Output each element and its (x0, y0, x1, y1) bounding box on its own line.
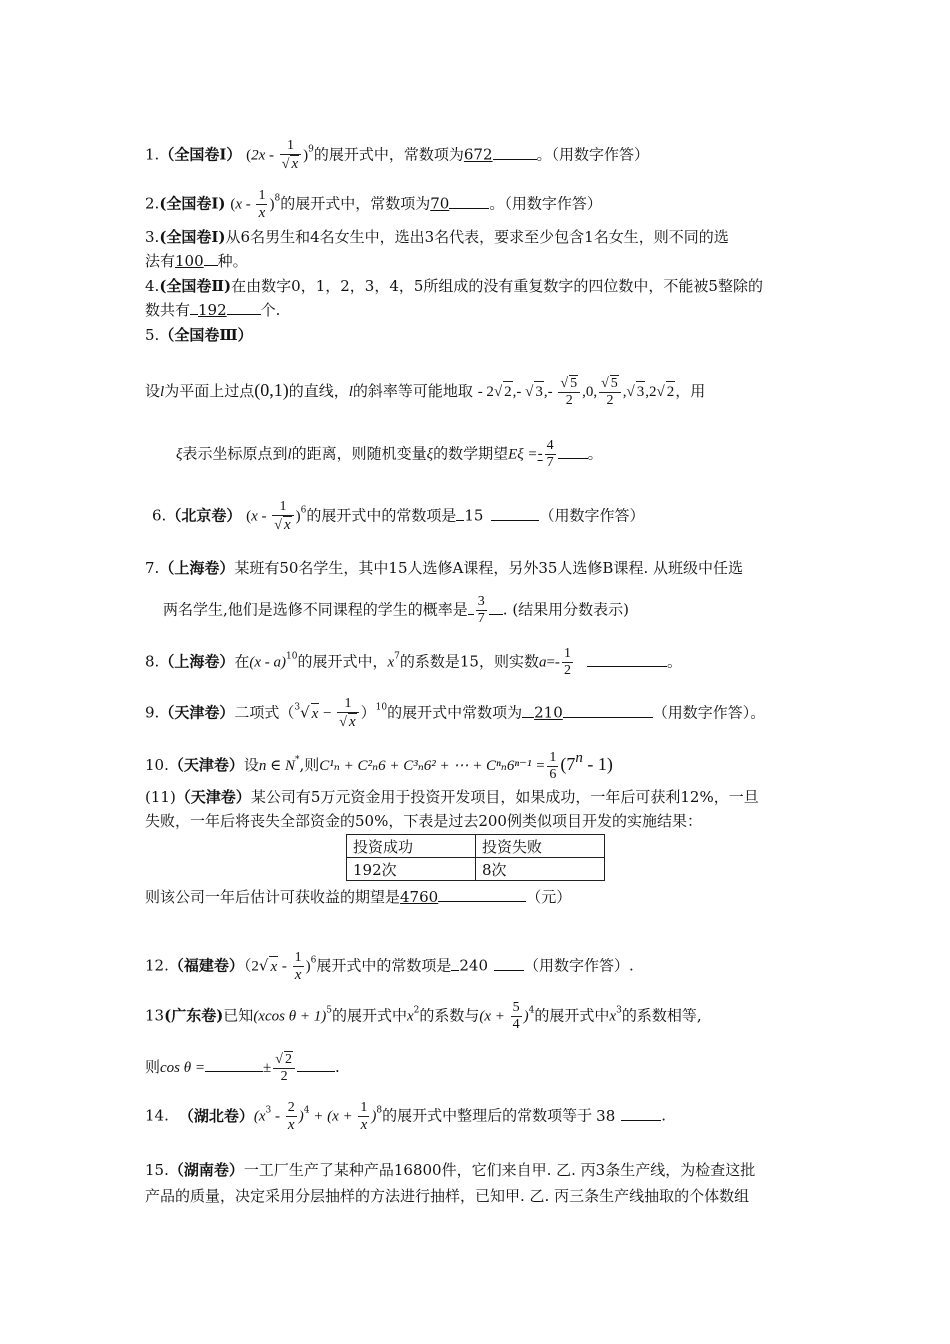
problem-3-cont: 法有100 种。 (145, 252, 248, 270)
problem-4-cont: 数共有 192 个. (145, 301, 281, 319)
problem-10: 10.（天津卷）设n ∈ N*,则C¹ₙ + C²ₙ6 + C³ₙ6² + ⋯ + Cⁿₙ6ⁿ⁻¹ = $\frac{1}{6}$ (7$^n$ - 1) (145, 749, 613, 782)
problem-4: 4.(全国卷Ⅱ)在由数字0，1，2，3，4，5所组成的没有重复数字的四位数中，不能被5整除的 (145, 277, 763, 295)
problem-12: 12.（福建卷）（2√ x - $\frac{1}{x}$ )$^6$展开式中的常数项是 240 （用数字作答）. (145, 950, 634, 983)
problem-3: 3.(全国卷Ⅰ)从6名男生和4名女生中，选出3名代表，要求至少包含1名女生，则不同的选 (145, 228, 729, 246)
problem-15-cont: 产品的质量，决定采用分层抽样的方法进行抽样，已知甲. 乙. 丙三条生产线抽取的个体数组 (145, 1187, 750, 1205)
problem-7: 7.（上海卷）某班有50名学生，其中15人选修A课程，另外35人选修B课程. 从班级中任选 (145, 559, 743, 577)
problem-5-header: 5.（全国卷Ⅲ） (145, 326, 253, 344)
problem-5-line1: 设l为平面上过点(0,1)的直线，l的斜率等可能地取 - 2√ 2,- √ 3,- $\frac{√ 5}{2}$ ,0, $\frac{√ 5}{2}$ ,√ 3,2√ 2，用 (145, 376, 706, 408)
problem-13: 13(广东卷)已知(xcos θ + 1)$^5$的展开式中$x^2$的系数与(x + $\frac{5}{4}$ )$^4$的展开式中$x^3$的系数相等, (145, 1000, 702, 1032)
table-cell: 8次 (476, 858, 605, 881)
problem-1: 1.（全国卷Ⅰ） (2x - $\frac{1}{√ x}$ )$^9$的展开式中，常数项为672 。（用数字作答） (145, 138, 650, 172)
table-cell: 192次 (347, 858, 476, 881)
problem-13-cont: 则cos θ = ± $\frac{√ 2}{2}$ . (145, 1052, 340, 1084)
problem-2: 2.(全国卷Ⅰ) (x - $\frac{1}{x}$ )$^8$的展开式中，常数项为70 。（用数字作答） (145, 188, 602, 221)
problem-9: 9.（天津卷）二项式（$^3$√ x − $\frac{1}{√ x}$ ）$^{10}$的展开式中常数项为 210 （用数字作答）。 (145, 696, 766, 730)
results-table (346, 834, 605, 881)
table-header-cell: 投资成功 (347, 835, 476, 858)
problem-11-answer: 则该公司一年后估计可获收益的期望是4760 （元） (145, 888, 572, 906)
problem-14: 14. （湖北卷）($x^3$ - $\frac{2}{x}$ )$^4$ + (x + $\frac{1}{x}$ )$^8$的展开式中整理后的常数项等于 38 . (145, 1100, 667, 1133)
problem-7-cont: 两名学生,他们是选修不同课程的学生的概率是 $\frac{3}{7}$ . (结果用分数表示) (163, 594, 630, 626)
problem-15: 15.（湖南卷）一工厂生产了某种产品16800件，它们来自甲. 乙. 丙3条生产线，为检查这批 (145, 1161, 756, 1179)
table-row (347, 858, 605, 881)
problem-8: 8.（上海卷）在(x - a)$^{10}$的展开式中，$x^7$的系数是15，则实数a=- $\frac{1}{2}$ 。 (145, 646, 682, 678)
table-header-cell: 投资失败 (476, 835, 605, 858)
problem-11-cont: 失败，一年后将丧失全部资金的50%，下表是过去200例类似项目开发的实施结果： (145, 812, 702, 830)
problem-11: (11)（天津卷）某公司有5万元资金用于投资开发项目，如果成功，一年后可获利12%，一旦 (145, 788, 759, 806)
table-header-row (347, 835, 605, 858)
problem-6: 6.（北京卷） (x - $\frac{1}{√ x}$ )$^6$的展开式中的常数项是 15 （用数字作答） (152, 499, 645, 533)
problem-5-line2: ξ表示坐标原点到l的距离，则随机变量ξ的数学期望Eξ =- $\frac{4}{7}$ 。 (176, 438, 603, 470)
